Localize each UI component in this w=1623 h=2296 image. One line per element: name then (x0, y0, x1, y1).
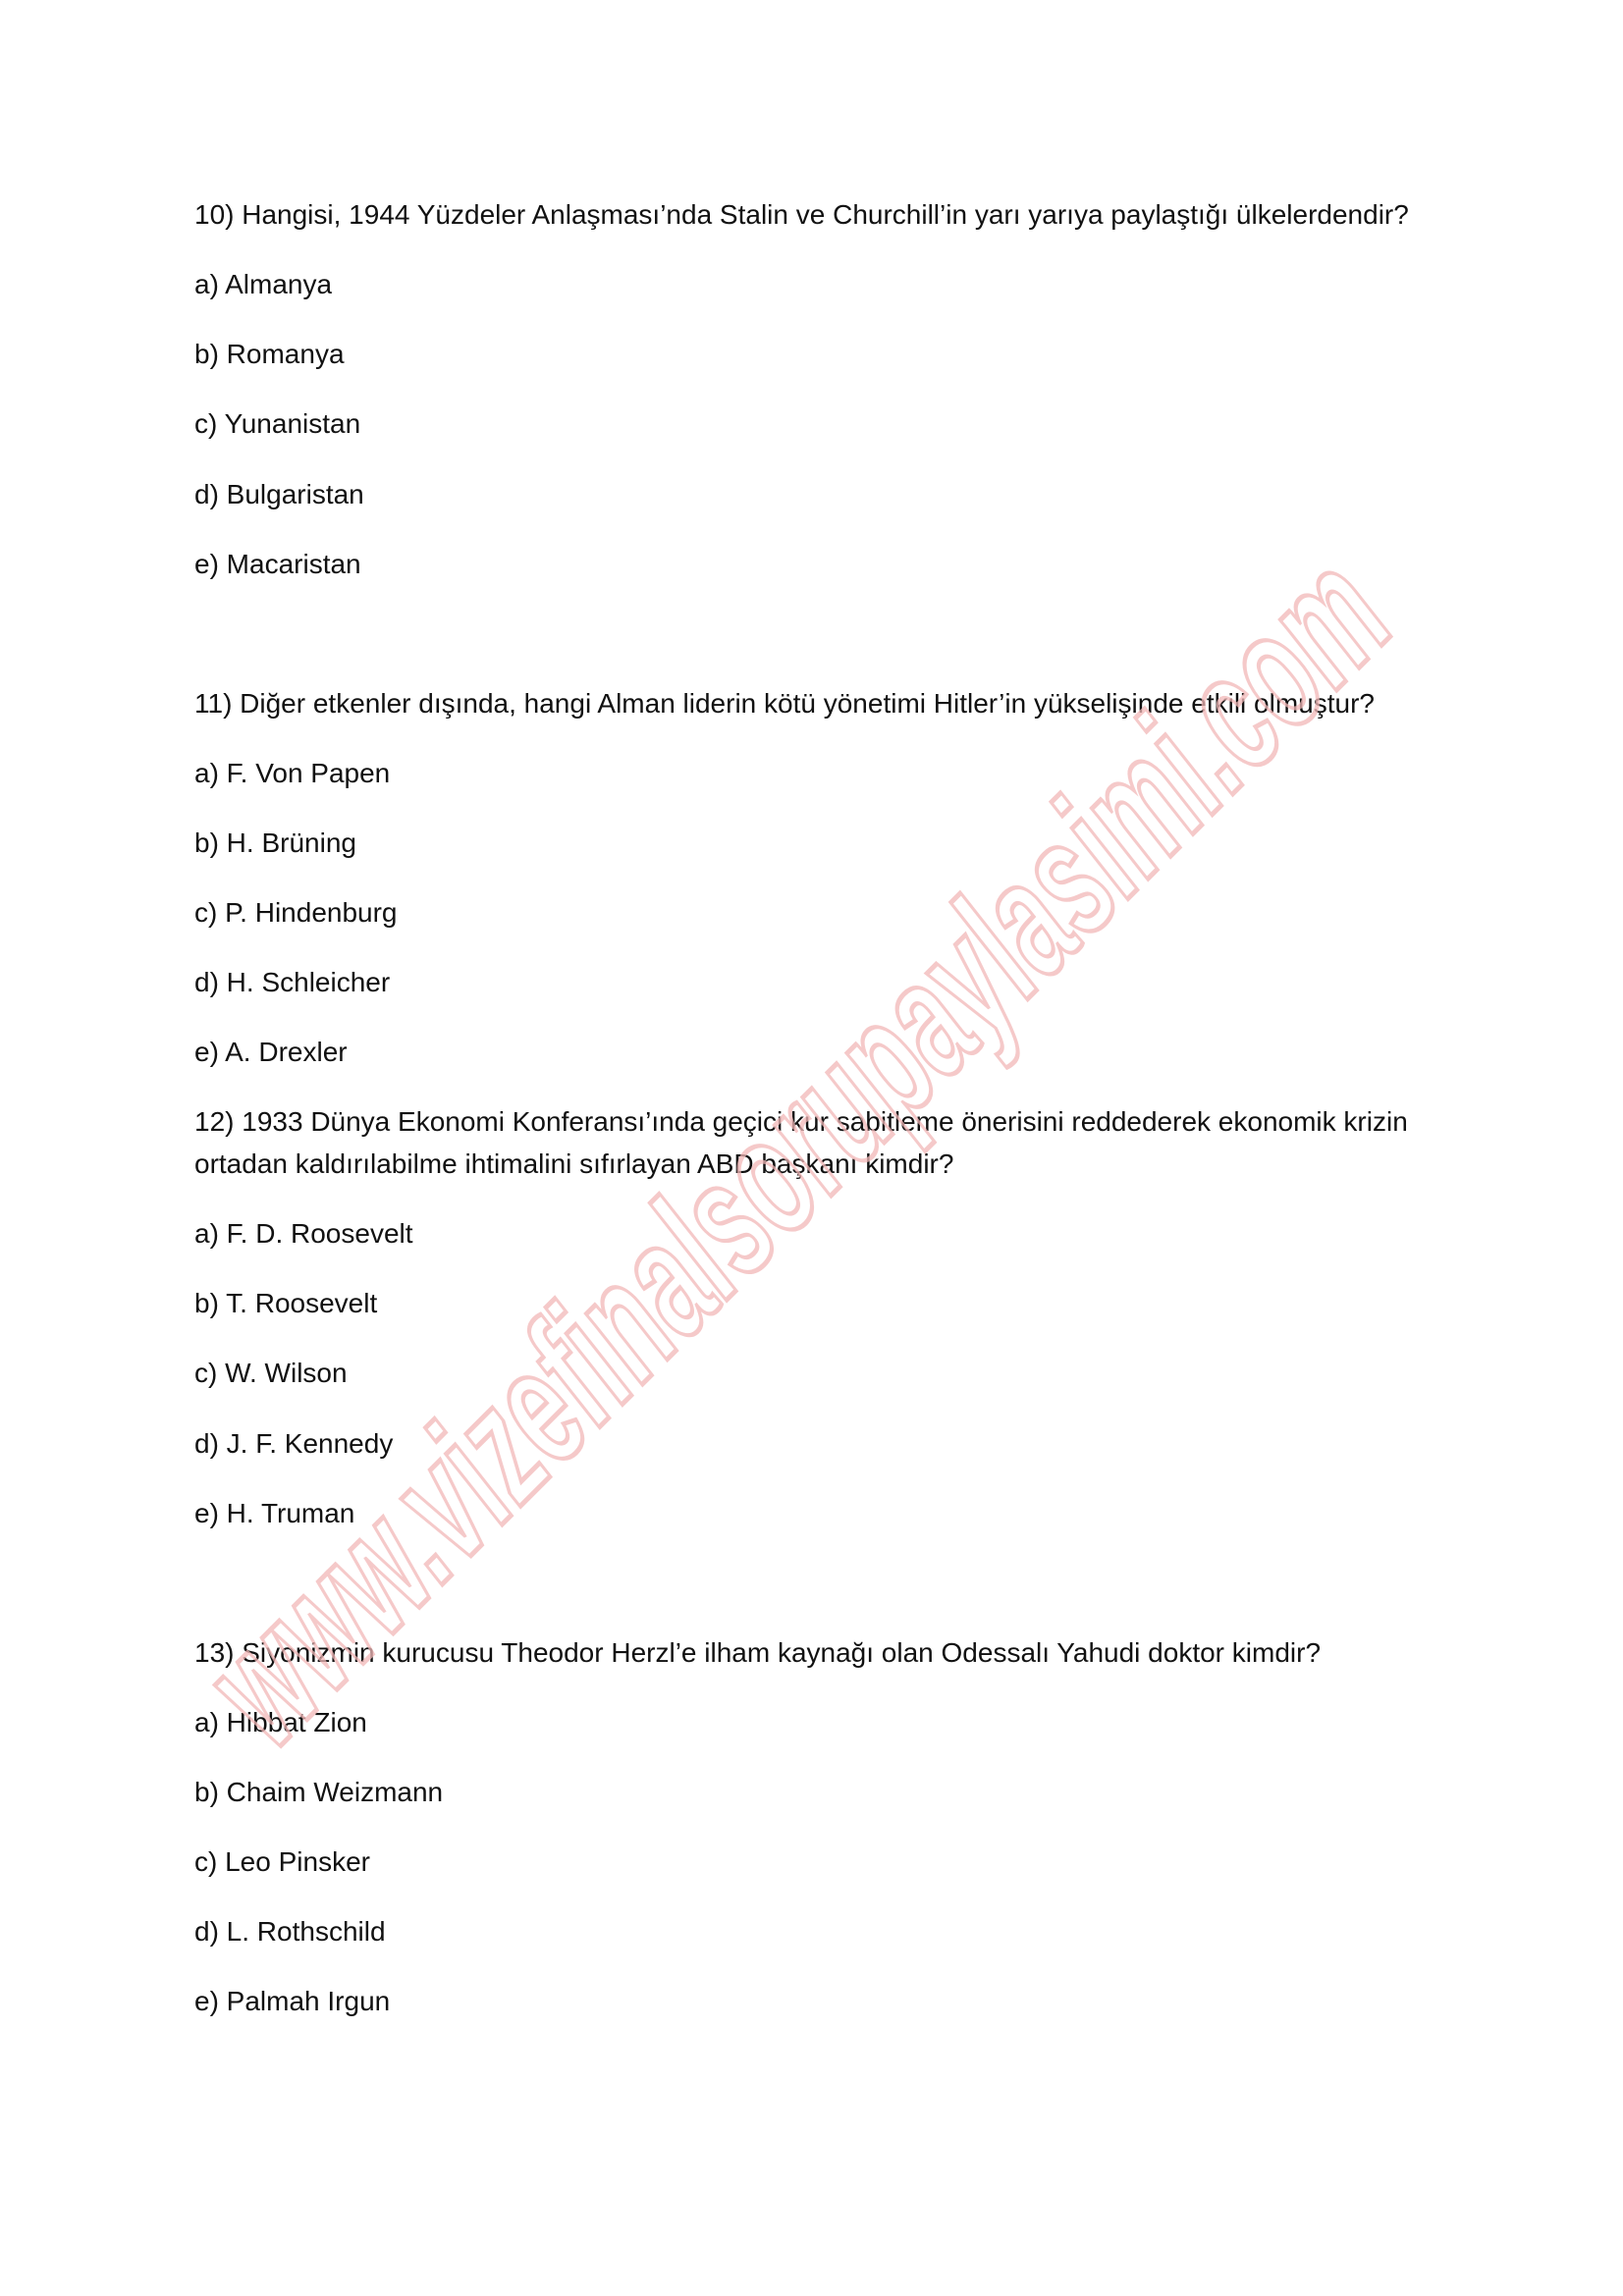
question-text: 12) 1933 Dünya Ekonomi Konferansı’ında geçici kur sabitleme önerisini reddederek ekonomik krizin (194, 1106, 1408, 1137)
answer-option: c) Leo Pinsker (194, 1846, 370, 1877)
question-text: ortadan kaldırılabilme ihtimalini sıfırlayan ABD başkanı kimdir? (194, 1148, 954, 1179)
question-text: 11) Diğer etkenler dışında, hangi Alman liderin kötü yönetimi Hitler’in yükselişinde etkili olmuştur? (194, 688, 1375, 719)
answer-option: a) Hibbat Zion (194, 1707, 367, 1737)
answer-option: d) Bulgaristan (194, 479, 364, 509)
answer-option: c) W. Wilson (194, 1358, 348, 1388)
answer-option: e) Macaristan (194, 549, 361, 579)
answer-option: b) T. Roosevelt (194, 1288, 378, 1318)
answer-option: d) J. F. Kennedy (194, 1428, 394, 1459)
answer-option: c) P. Hindenburg (194, 897, 398, 928)
answer-option: b) Chaim Weizmann (194, 1777, 444, 1807)
answer-option: d) H. Schleicher (194, 967, 391, 997)
answer-option: a) F. Von Papen (194, 758, 391, 788)
answer-option: b) H. Brüning (194, 828, 356, 858)
answer-option: e) H. Truman (194, 1498, 355, 1528)
answer-option: e) Palmah Irgun (194, 1986, 391, 2016)
answer-option: d) L. Rothschild (194, 1916, 386, 1947)
question-text: 10) Hangisi, 1944 Yüzdeler Anlaşması’nda Stalin ve Churchill’in yarı yarıya paylaştığı ülkelerdendir? (194, 199, 1409, 230)
answer-option: a) Almanya (194, 269, 333, 299)
answer-option: a) F. D. Roosevelt (194, 1218, 413, 1249)
answer-option: b) Romanya (194, 339, 345, 369)
question-text: 13) Siyonizmin kurucusu Theodor Herzl’e ilham kaynağı olan Odessalı Yahudi doktor kimdir? (194, 1637, 1322, 1668)
answer-option: c) Yunanistan (194, 408, 361, 439)
answer-option: e) A. Drexler (194, 1037, 348, 1067)
